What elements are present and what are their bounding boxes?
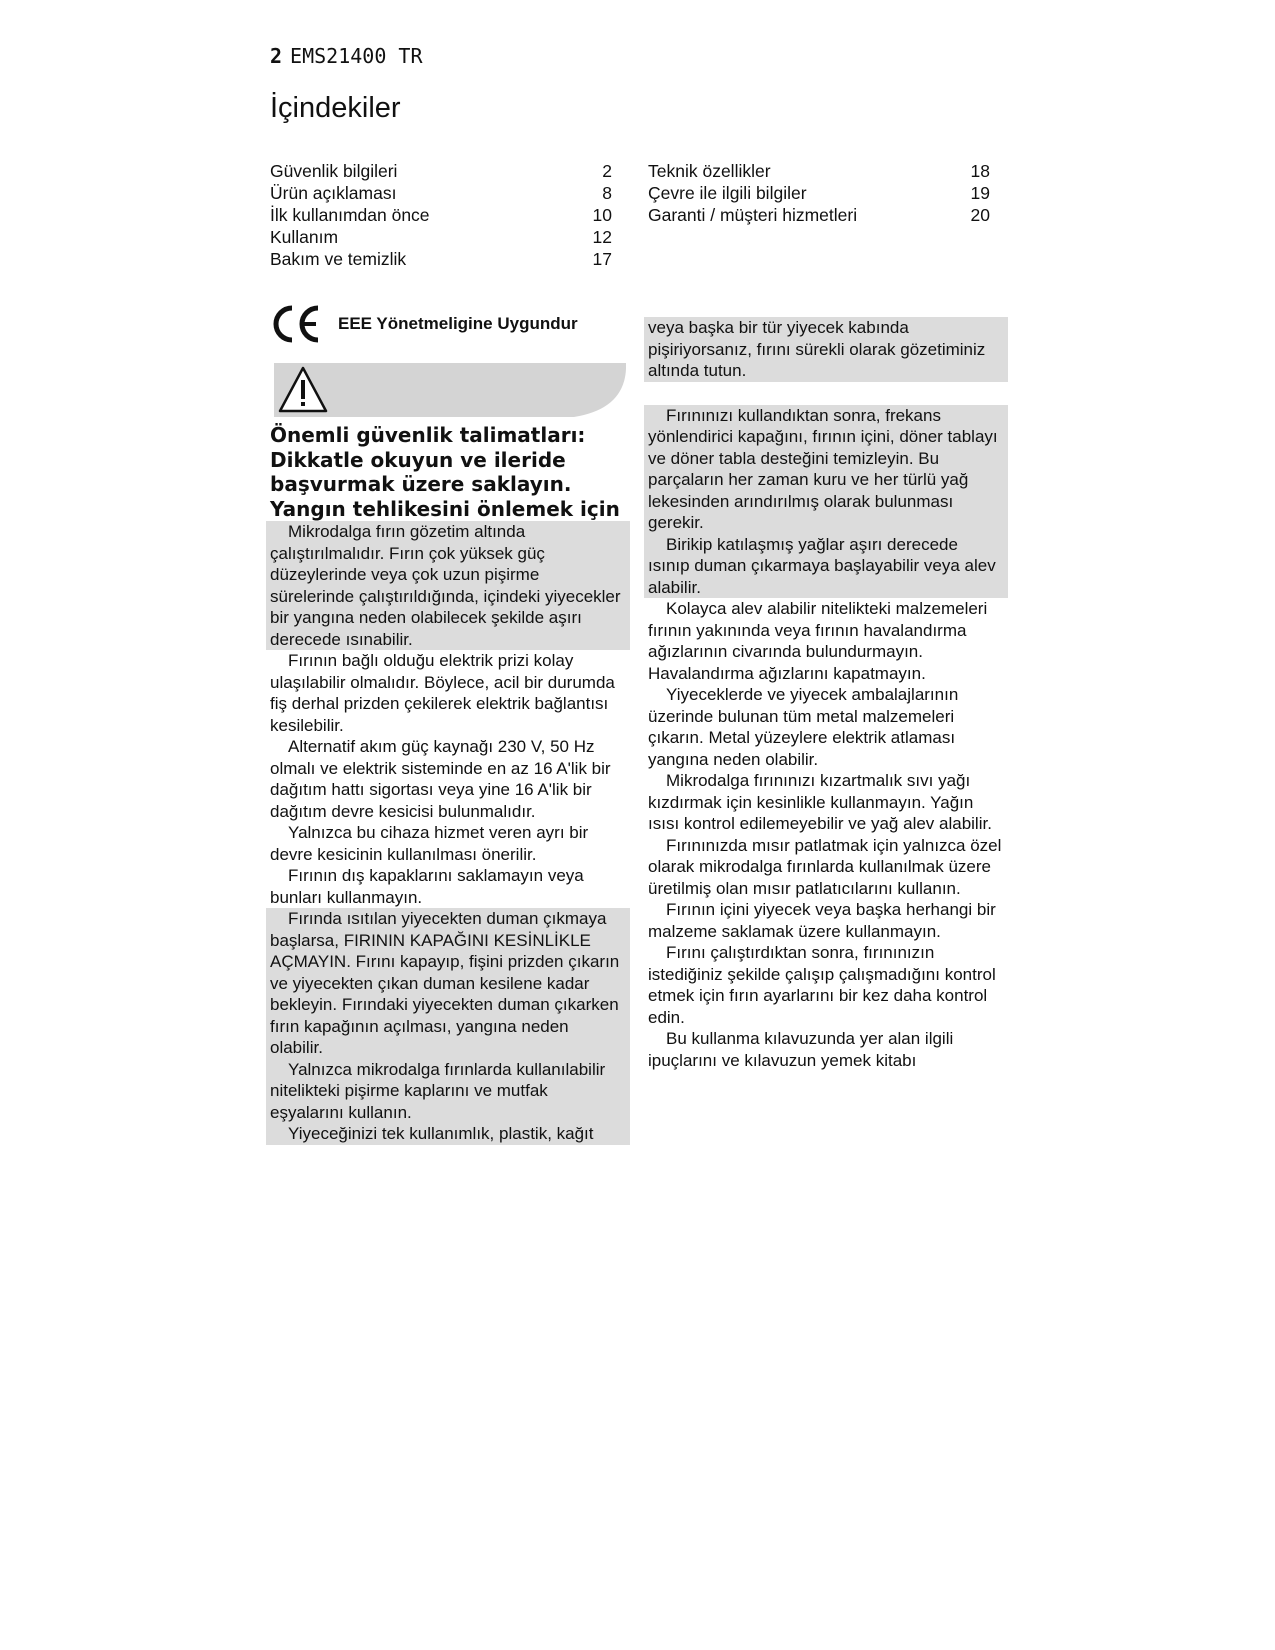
compliance-text: EEE Yönetmeligine Uygundur xyxy=(338,314,578,333)
left-column xyxy=(270,423,626,1145)
safety-heading: Önemli güvenlik talimatları: Dikkatle okuyun ve ileride başvurmak üzere saklayın. xyxy=(270,423,586,496)
paragraph: Bu kullanma kılavuzunda yer alan ilgili ipuçlarını ve kılavuzun yemek kitabı xyxy=(648,1029,954,1070)
shaded-block xyxy=(644,405,1008,599)
right-column xyxy=(648,317,1004,1071)
paragraph: Fırının içini yiyecek veya başka herhangi bir malzeme saklamak üzere kullanmayın. xyxy=(648,900,996,941)
paragraph: veya başka bir tür yiyecek kabında pişiriyorsanız, fırını sürekli olarak gözetiminiz altında tutun. xyxy=(644,317,1008,382)
paragraph: Mikrodalga fırınınızı kızartmalık sıvı yağı kızdırmak için kesinlikle kullanmayın. Yağın ısısı kontrol edilemeyebilir ve yağ alev alabilir. xyxy=(648,771,992,833)
paragraph: Fırının dış kapaklarını saklamayın veya bunları kullanmayın. xyxy=(270,866,584,907)
shaded-block xyxy=(266,908,630,1145)
paragraph: Fırını çalıştırdıktan sonra, fırınınızın istediğiniz şekilde çalışıp çalışmadığını kontrol etmek için fırın ayarlarını bir kez daha kontrol edin. xyxy=(648,943,996,1027)
paragraph: Yalnızca mikrodalga fırınlarda kullanılabilir nitelikteki pişirme kaplarını ve mutfak eşyalarını kullanın. xyxy=(270,1059,606,1122)
fire-hazard-heading: Yangın tehlikesini önlemek için xyxy=(270,496,620,521)
paragraph: Yiyeceğinizi tek kullanımlık, plastik, kağıt xyxy=(288,1124,594,1143)
toc-item[interactable]: Teknik özellikler 18 xyxy=(648,161,990,181)
toc-item[interactable]: Güvenlik bilgileri 2 xyxy=(270,161,612,181)
toc-item[interactable]: Garanti / müşteri hizmetleri 20 xyxy=(648,205,990,225)
ce-mark-icon xyxy=(270,304,324,344)
toc-left xyxy=(270,160,612,270)
page-number: 2 xyxy=(270,44,283,68)
warning-banner xyxy=(274,363,626,417)
paragraph: Yalnızca bu cihaza hizmet veren ayrı bir devre kesicinin kullanılması önerilir. xyxy=(270,823,589,864)
paragraph: Birikip katılaşmış yağlar aşırı derecede ısınıp duman çıkarmaya başlayabilir veya alev alabilir. xyxy=(648,534,996,597)
paragraph: Fırının bağlı olduğu elektrik prizi kolay ulaşılabilir olmalıdır. Böylece, acil bir durumda fiş derhal prizden çekilerek elektrik bağlantısı kesilebilir. xyxy=(270,651,615,735)
paragraph: Mikrodalga fırın gözetim altında çalıştırılmalıdır. Fırın çok yüksek güç düzeylerinde veya çok uzun pişirme sürelerinde çalıştırıldığında, içindeki yiyecekler bir yangına neden olabilecek şekilde aşırı derecede ısınabilir. xyxy=(266,521,630,650)
toc-item[interactable]: Bakım ve temizlik 17 xyxy=(270,249,612,269)
paragraph: Fırında ısıtılan yiyecekten duman çıkmaya başlarsa, FIRININ KAPAĞINI KESİNLİKLE AÇMAYIN. Fırını kapayıp, fişini prizden çıkarın ve yiyecekten çıkan duman kesilene kadar bekleyin. Fırındaki yiyecekten duman çıkarken fırın kapağının açılması, yangına neden olabilir. xyxy=(270,909,620,1057)
page-header xyxy=(270,44,423,68)
paragraph: Fırınınızı kullandıktan sonra, frekans yönlendirici kapağını, fırının içini, döner tablayı ve döner tabla desteğini temizleyin. Bu parçaların her zaman kuru ve her türlü yağ lekesinden arındırılmış olarak bulunması gerekir. xyxy=(648,405,998,532)
toc-item[interactable]: Kullanım 12 xyxy=(270,227,612,247)
toc-right xyxy=(648,160,990,226)
toc-item[interactable]: İlk kullanımdan önce 10 xyxy=(270,205,612,225)
page-title: İçindekiler xyxy=(270,92,401,124)
paragraph: Kolayca alev alabilir nitelikteki malzemeleri fırının yakınında veya fırının havalandırma ağızlarının civarında bulundurmayın. Havalandırma ağızlarını kapatmayın. xyxy=(648,599,988,683)
paragraph: Fırınınızda mısır patlatmak için yalnızca özel olarak mikrodalga fırınlarda kullanılmak üzere üretilmiş olan mısır patlatıcılarını kullanın. xyxy=(648,835,1002,898)
doc-code: EMS21400 TR xyxy=(290,44,423,68)
ce-compliance xyxy=(270,304,578,344)
toc-item[interactable]: Ürün açıklaması 8 xyxy=(270,183,612,203)
toc-item[interactable]: Çevre ile ilgili bilgiler 19 xyxy=(648,183,990,203)
paragraph: Yiyeceklerde ve yiyecek ambalajlarının üzerinde bulunan tüm metal malzemeleri çıkarın. Metal yüzeylere elektrik atlaması yangına neden olabilir. xyxy=(648,685,959,769)
paragraph: Alternatif akım güç kaynağı 230 V, 50 Hz olmalı ve elektrik sisteminde en az 16 A'lik bir dağıtım hattı sigortası veya yine 16 A'lik bir dağıtım devre kesicisi bulunmalıdır. xyxy=(270,737,611,821)
